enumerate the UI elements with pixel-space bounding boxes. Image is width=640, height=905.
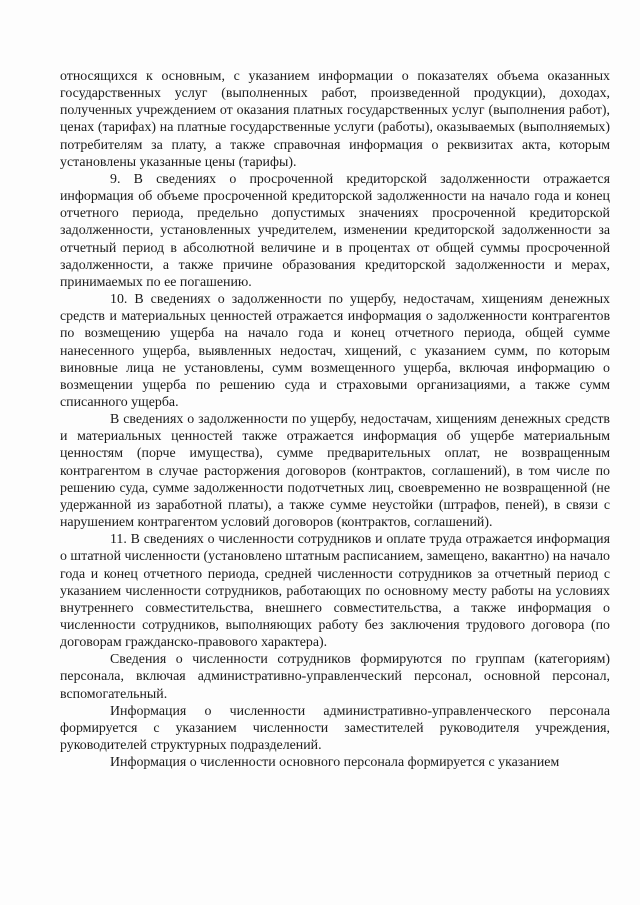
paragraph-main-staff: Информация о численности основного персонала формируется с указанием [110,755,560,771]
paragraph-services-info: относящихся к основным, с указанием информации о показателях объема оказанных государственных услуг (выполненных работ, произведенной продукции), доходах, полученных учреждением от оказания платных государственных услуг (выполнения работ), ценах (тарифах) на платные государственные услуги (работы), оказываемых (выполняемых) потребителям за плату, а также справочная информация о реквизитах акта, которым установлены указанные цены (тарифы). [60,69,610,170]
document-body [60,68,610,771]
paragraph-item-11: 11. В сведениях о численности сотрудников и оплате труда отражается информация о штатной численности (установлено штатным расписанием, замещено, вакантно) на начало года и конец отчетного периода, средней численности сотрудников за отчетный период с указанием численности сотрудников, работающих по основному месту работы на условиях внутреннего совместительства, внешнего совместительства, а также информация о численности сотрудников, выполняющих работу без заключения трудового договора (по договорам гражданско-правового характера). [60,532,610,651]
paragraph-damage-details: В сведениях о задолженности по ущербу, недостачам, хищениям денежных средств и материальных ценностей также отражается информация об ущербе материальным ценностям (порче имущества), сумме предварительных оплат, не возвращенным контрагентом в случае расторжения договоров (контрактов, соглашений), в том числе по решению суда, сумме задолженности подотчетных лиц, своевременно не возвращенной (не удержанной из заработной платы), а также сумме неустойки (штрафов, пеней), в связи с нарушением контрагентом условий договоров (контрактов, соглашений). [60,412,610,531]
paragraph-item-9: 9. В сведениях о просроченной кредиторской задолженности отражается информация об объеме просроченной кредиторской задолженности на начало года и конец отчетного периода, предельно допустимых значениях просроченной кредиторской задолженности, установленных учредителем, изменении кредиторской задолженности за отчетный период в абсолютной величине и в процентах от общей суммы просроченной задолженности, а также причине образования кредиторской задолженности и мерах, принимаемых по ее погашению. [60,171,610,290]
paragraph-item-10: 10. В сведениях о задолженности по ущербу, недостачам, хищениям денежных средств и материальных ценностей отражается информация о задолженности контрагентов по возмещению ущерба на начало года и конец отчетного периода, общей сумме нанесенного ущерба, выявленных недостач, хищений, с указанием сумм, по которым виновные лица не установлены, сумм возмещенного ущерба, включая информацию о возмещении ущерба по решению суда и страховыми организациями, а также сумм списанного ущерба. [60,292,610,410]
paragraph-staff-groups: Сведения о численности сотрудников формируются по группам (категориям) персонала, включая административно-управленческий персонал, основной персонал, вспомогательный. [60,652,610,702]
paragraph-admin-staff: Информация о численности административно-управленческого персонала формируется с указанием численности заместителей руководителя учреждения, руководителей структурных подразделений. [60,703,610,754]
